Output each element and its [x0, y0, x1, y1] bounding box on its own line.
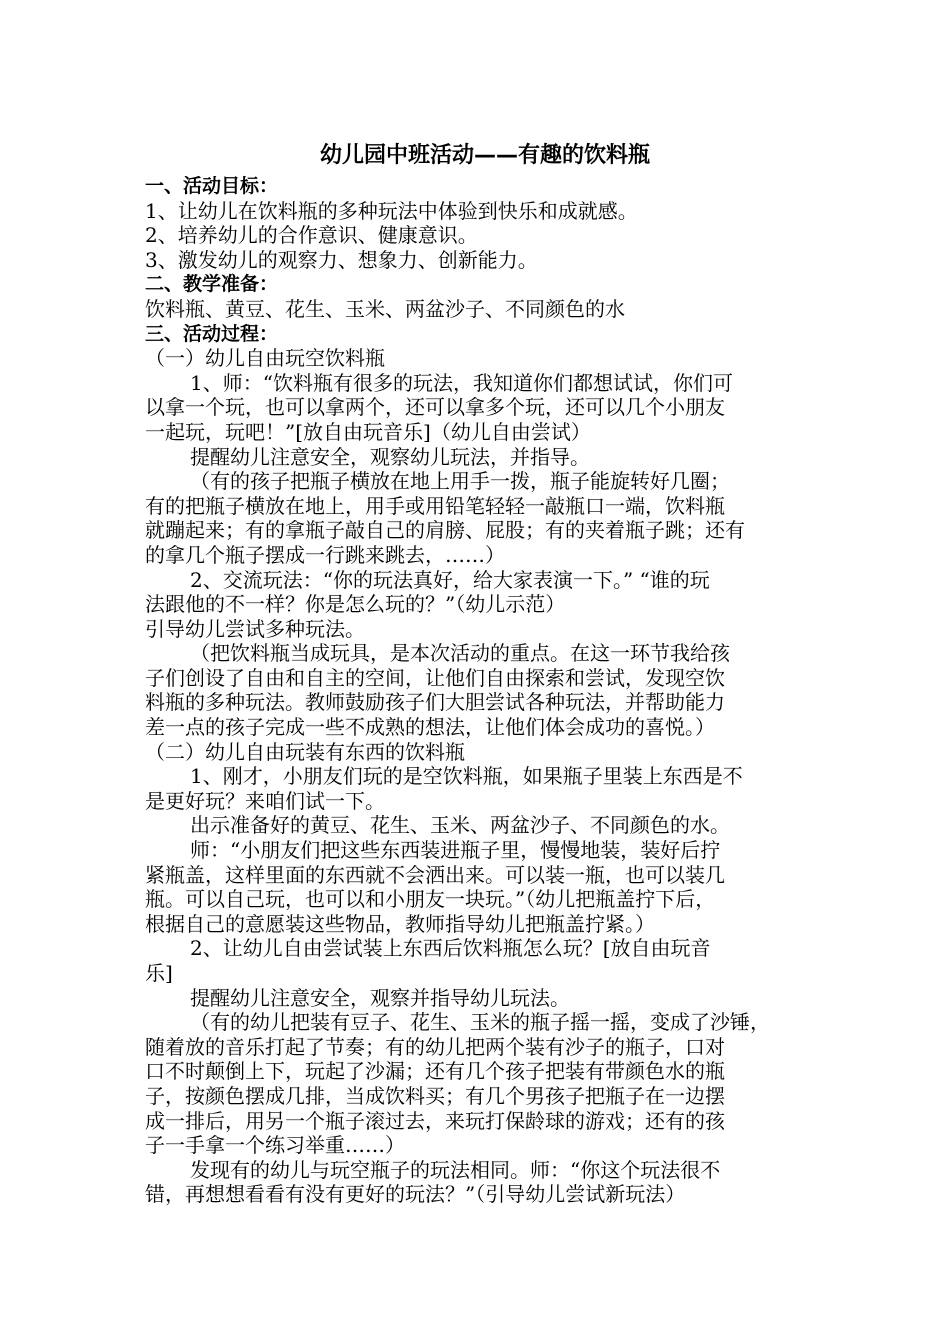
text-line: （二）幼儿自由玩装有东西的饮料瓶 — [145, 739, 465, 764]
text-line: 以拿一个玩，也可以拿两个，还可以拿多个玩，还可以几个小朋友 — [145, 395, 725, 420]
document-page — [145, 138, 815, 1207]
text-line: 提醒幼儿注意安全，观察幼儿玩法，并指导。 — [190, 444, 590, 469]
text-line: 出示准备好的黄豆、花生、玉米、两盆沙子、不同颜色的水。 — [190, 813, 730, 838]
text-line: 根据自己的意愿装这些物品，教师指导幼儿把瓶盖拧紧。） — [145, 911, 655, 936]
text-line: 师：“小朋友们把这些东西装进瓶子里，慢慢地装，装好后拧 — [190, 838, 721, 863]
text-line: （把饮料瓶当成玩具，是本次活动的重点。在这一环节我给孩 — [190, 641, 730, 666]
text-line: 子一手拿一个练习举重……） — [145, 1133, 405, 1158]
text-line: 的拿几个瓶子摆成一行跳来跳去，……） — [145, 542, 505, 567]
text-line: 2、培养幼儿的合作意识、健康意识。 — [145, 223, 478, 248]
text-line: 1、师：“饮料瓶有很多的玩法，我知道你们都想试试，你们可 — [190, 370, 733, 395]
text-line: 子，按颜色摆成几排，当成饮料买；有几个男孩子把瓶子在一边摆 — [145, 1083, 725, 1108]
text-line: 紧瓶盖，这样里面的东西就不会洒出来。可以装一瓶，也可以装几 — [145, 862, 725, 887]
text-line: （有的幼儿把装有豆子、花生、玉米的瓶子摇一摇，变成了沙锤， — [190, 1010, 770, 1035]
text-line: 成一排后，用另一个瓶子滚过去，来玩打保龄球的游戏；还有的孩 — [145, 1108, 725, 1133]
text-line: 引导幼儿尝试多种玩法。 — [145, 616, 365, 641]
document-body — [145, 174, 815, 1207]
text-line: 一起玩，玩吧！”[放自由玩音乐]（幼儿自由尝试） — [145, 419, 591, 444]
text-line: 是更好玩？来咱们试一下。 — [145, 788, 385, 813]
text-line: 1、让幼儿在饮料瓶的多种玩法中体验到快乐和成就感。 — [145, 198, 638, 223]
text-line: 口不时颠倒上下，玩起了沙漏；还有几个孩子把装有带颜色水的瓶 — [145, 1059, 725, 1084]
text-line: 子们创设了自由和自主的空间，让他们自由探索和尝试，发现空饮 — [145, 665, 725, 690]
text-line: 随着放的音乐打起了节奏；有的幼儿把两个装有沙子的瓶子，口对 — [145, 1034, 725, 1059]
text-line: 就蹦起来；有的拿瓶子敲自己的肩膀、屁股；有的夹着瓶子跳；还有 — [145, 518, 745, 543]
text-line: （一）幼儿自由玩空饮料瓶 — [145, 346, 385, 371]
text-line: 法跟他的不一样？你是怎么玩的？”（幼儿示范） — [145, 592, 566, 617]
text-line: 3、激发幼儿的观察力、想象力、创新能力。 — [145, 247, 538, 272]
text-line: 有的把瓶子横放在地上，用手或用铅笔轻轻一敲瓶口一端，饮料瓶 — [145, 493, 725, 518]
text-line: 发现有的幼儿与玩空瓶子的玩法相同。师：“你这个玩法很不 — [190, 1157, 721, 1182]
section-heading: 一、活动目标： — [145, 175, 279, 197]
text-line: 2、交流玩法：“你的玩法真好，给大家表演一下。” “谁的玩 — [190, 567, 710, 592]
text-line: 1、刚才，小朋友们玩的是空饮料瓶，如果瓶子里装上东西是不 — [190, 764, 743, 789]
text-line: 料瓶的多种玩法。教师鼓励孩子们大胆尝试各种玩法，并帮助能力 — [145, 690, 725, 715]
text-line: 瓶。可以自己玩，也可以和小朋友一块玩。”（幼儿把瓶盖拧下后， — [145, 887, 716, 912]
text-line: 错，再想想看看有没有更好的玩法？”（引导幼儿尝试新玩法） — [145, 1182, 686, 1207]
document-title: 幼儿园中班活动——有趣的饮料瓶 — [319, 143, 650, 168]
text-line: 乐] — [145, 961, 173, 985]
text-line: 差一点的孩子完成一些不成熟的想法，让他们体会成功的喜悦。） — [145, 715, 715, 740]
text-line: （有的孩子把瓶子横放在地上用手一拨，瓶子能旋转好几圈； — [190, 469, 730, 494]
text-line: 2、让幼儿自由尝试装上东西后饮料瓶怎么玩？[放自由玩音 — [190, 936, 711, 961]
text-line: 饮料瓶、黄豆、花生、玉米、两盆沙子、不同颜色的水 — [145, 296, 625, 321]
section-heading: 二、教学准备： — [145, 273, 279, 296]
section-heading: 三、活动过程： — [145, 322, 279, 345]
text-line: 提醒幼儿注意安全，观察并指导幼儿玩法。 — [190, 985, 570, 1010]
